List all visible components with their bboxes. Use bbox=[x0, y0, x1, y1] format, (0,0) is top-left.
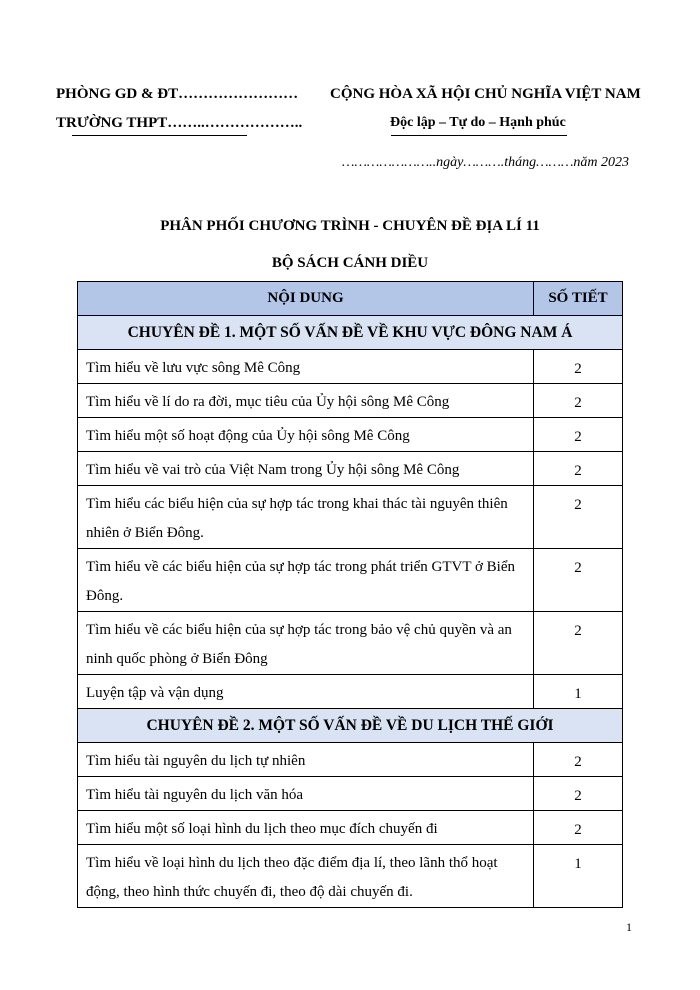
program-table bbox=[77, 281, 623, 908]
row-periods: 1 bbox=[534, 675, 623, 709]
row-content: Tìm hiểu về loại hình du lịch theo đặc điểm địa lí, theo lãnh thổ hoạt động, theo hình thức chuyến đi, theo độ dài chuyến đi. bbox=[78, 845, 534, 908]
section-row bbox=[78, 316, 623, 350]
row-content: Tìm hiểu các biểu hiện của sự hợp tác trong khai thác tài nguyên thiên nhiên ở Biển Đông. bbox=[78, 486, 534, 549]
table-row bbox=[78, 612, 623, 675]
table-row bbox=[78, 777, 623, 811]
row-content: Tìm hiểu về vai trò của Việt Nam trong Ủy hội sông Mê Công bbox=[78, 452, 534, 486]
row-periods: 2 bbox=[534, 743, 623, 777]
table-header-row bbox=[78, 282, 623, 316]
row-content: Tìm hiểu về lưu vực sông Mê Công bbox=[78, 350, 534, 384]
row-periods: 2 bbox=[534, 612, 623, 675]
row-content: Tìm hiểu tài nguyên du lịch tự nhiên bbox=[78, 743, 534, 777]
row-periods: 2 bbox=[534, 777, 623, 811]
column-header-content: NỘI DUNG bbox=[78, 282, 534, 316]
section-title: CHUYÊN ĐỀ 1. MỘT SỐ VẤN ĐỀ VỀ KHU VỰC ĐÔNG NAM Á bbox=[78, 316, 623, 350]
document-subtitle: BỘ SÁCH CÁNH DIỀU bbox=[271, 255, 429, 271]
table-row bbox=[78, 452, 623, 486]
row-content: Tìm hiểu về các biểu hiện của sự hợp tác trong phát triển GTVT ở Biển Đông. bbox=[78, 549, 534, 612]
table-row bbox=[78, 743, 623, 777]
date-line: …………………..ngày……….tháng………năm 2023 bbox=[342, 155, 630, 170]
row-periods: 2 bbox=[534, 350, 623, 384]
table-row bbox=[78, 486, 623, 549]
table-row bbox=[78, 350, 623, 384]
row-periods: 1 bbox=[534, 845, 623, 908]
nation-motto: Độc lập – Tự do – Hạnh phúc bbox=[390, 115, 566, 130]
department-name: PHÒNG GD & ĐT…………………… bbox=[56, 86, 299, 102]
section-title: CHUYÊN ĐỀ 2. MỘT SỐ VẤN ĐỀ VỀ DU LỊCH THẾ GIỚI bbox=[78, 709, 623, 743]
row-periods: 2 bbox=[534, 811, 623, 845]
table-row bbox=[78, 384, 623, 418]
column-header-periods: SỐ TIẾT bbox=[534, 282, 623, 316]
row-periods: 2 bbox=[534, 549, 623, 612]
page-number: 1 bbox=[626, 920, 632, 934]
row-content: Tìm hiểu về lí do ra đời, mục tiêu của Ủy hội sông Mê Công bbox=[78, 384, 534, 418]
row-content: Luyện tập và vận dụng bbox=[78, 675, 534, 709]
table-row bbox=[78, 811, 623, 845]
row-periods: 2 bbox=[534, 486, 623, 549]
row-content: Tìm hiểu về các biểu hiện của sự hợp tác trong bảo vệ chủ quyền và an ninh quốc phòng ở Biển Đông bbox=[78, 612, 534, 675]
document-title: PHÂN PHỐI CHƯƠNG TRÌNH - CHUYÊN ĐỀ ĐỊA LÍ 11 bbox=[160, 218, 540, 234]
table-row bbox=[78, 845, 623, 908]
row-periods: 2 bbox=[534, 384, 623, 418]
table-row bbox=[78, 418, 623, 452]
row-content: Tìm hiểu một số hoạt động của Ủy hội sông Mê Công bbox=[78, 418, 534, 452]
table-row bbox=[78, 675, 623, 709]
section-row bbox=[78, 709, 623, 743]
table-row bbox=[78, 549, 623, 612]
row-content: Tìm hiểu một số loại hình du lịch theo mục đích chuyến đi bbox=[78, 811, 534, 845]
row-periods: 2 bbox=[534, 418, 623, 452]
school-underline bbox=[72, 135, 247, 136]
row-periods: 2 bbox=[534, 452, 623, 486]
nation-title: CỘNG HÒA XÃ HỘI CHỦ NGHĨA VIỆT NAM bbox=[330, 86, 641, 102]
row-content: Tìm hiểu tài nguyên du lịch văn hóa bbox=[78, 777, 534, 811]
school-name: TRƯỜNG THPT……..……………….. bbox=[56, 115, 303, 131]
motto-underline bbox=[391, 135, 567, 136]
